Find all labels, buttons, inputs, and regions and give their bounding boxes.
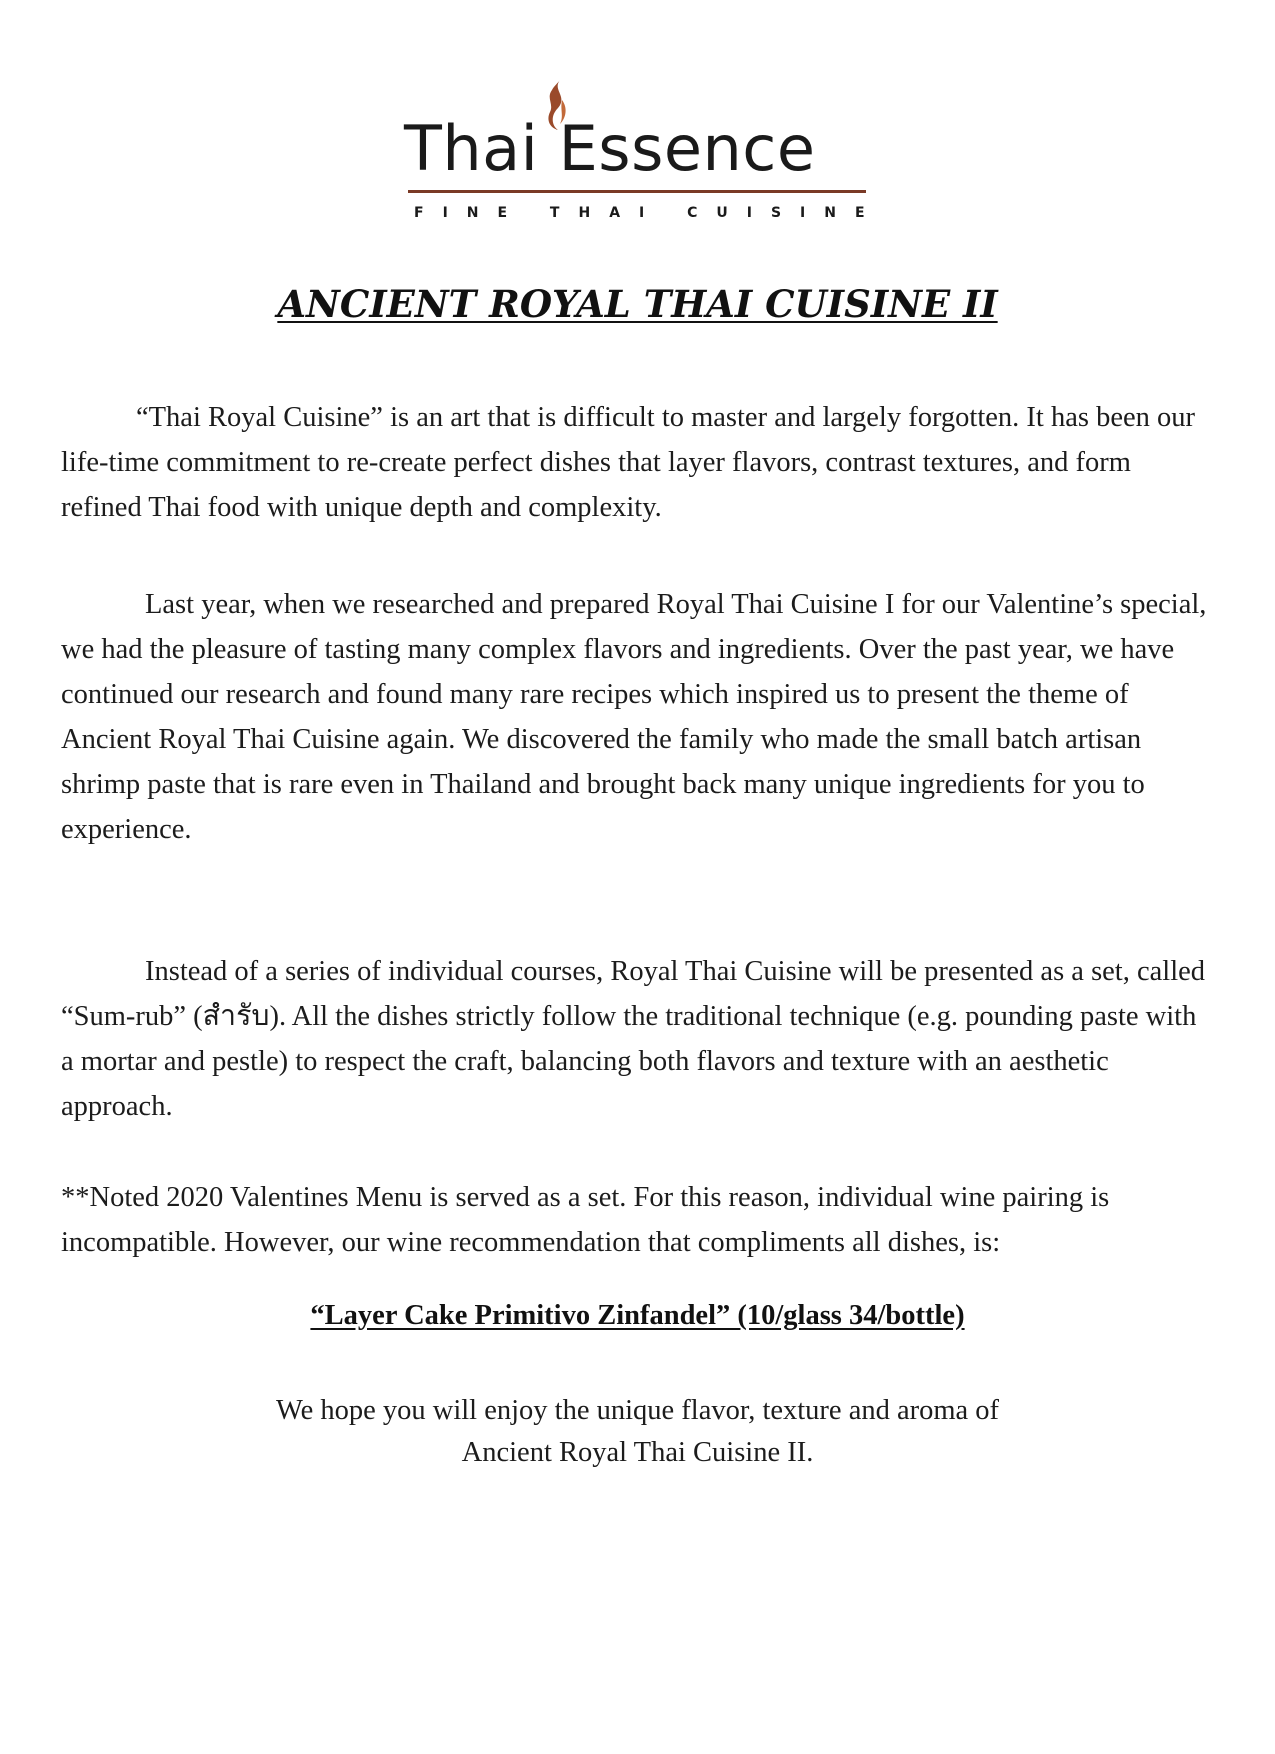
- brand-tagline: FINE THAI CUISINE: [414, 205, 884, 221]
- wine-note-paragraph: **Noted 2020 Valentines Menu is served as a set. For this reason, individual wine pairing is incompatible. However, our wine recommendation that compliments all dishes, is:: [61, 1182, 1110, 1258]
- history-paragraph: Last year, when we researched and prepared Royal Thai Cuisine I for our Valentine’s special, we had the pleasure of tasting many complex flavors and ingredients. Over the past year, we have continued our research and found many rare recipes which inspired us to present the theme of Ancient Royal Thai Cuisine again. We discovered the family who made the small batch artisan shrimp paste that is rare even in Thailand and brought back many unique ingredients for you to experience.: [61, 589, 1207, 845]
- brand-name: Thai Essence: [404, 112, 816, 185]
- brand-divider: [408, 190, 866, 193]
- page-title: ANCIENT ROYAL THAI CUISINE II: [277, 282, 998, 326]
- intro-paragraph: “Thai Royal Cuisine” is an art that is difficult to master and largely forgotten. It has been our life-time commitment to re-create perfect dishes that layer flavors, contrast textures, and form refined Thai food with unique depth and complexity.: [61, 402, 1195, 523]
- closing-line-1: We hope you will enjoy the unique flavor, texture and aroma of: [275, 1395, 1000, 1426]
- wine-recommendation: “Layer Cake Primitivo Zinfandel” (10/glass 34/bottle): [310, 1300, 965, 1331]
- restaurant-logo: [404, 78, 884, 228]
- closing-line-2: Ancient Royal Thai Cuisine II.: [461, 1437, 814, 1468]
- presentation-paragraph: Instead of a series of individual courses, Royal Thai Cuisine will be presented as a set, called “Sum-rub” (สำรับ). All the dishes strictly follow the traditional technique (e.g. pounding paste with a mortar and pestle) to respect the craft, balancing both flavors and texture with an aesthetic approach.: [61, 956, 1206, 1122]
- closing-message: [0, 1390, 1275, 1474]
